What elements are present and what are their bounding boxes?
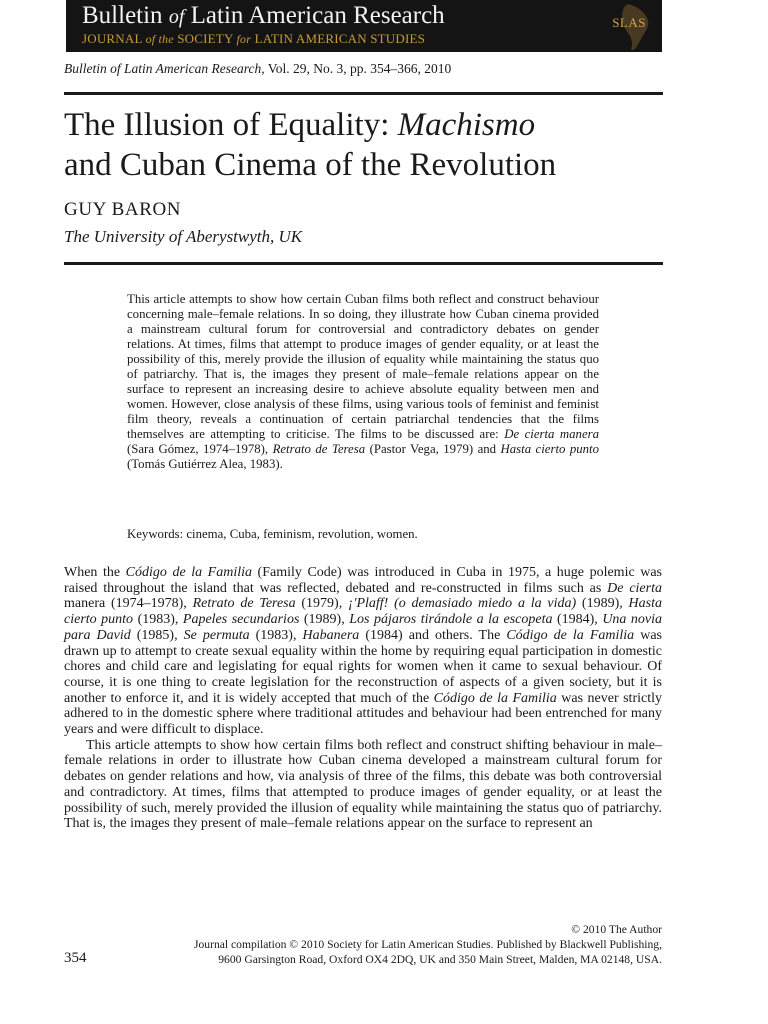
journal-subtitle: JOURNAL of the SOCIETY for LATIN AMERICAN STUDIES bbox=[82, 31, 426, 46]
slas-logo bbox=[598, 0, 662, 52]
paragraph-1: When the Código de la Familia (Family Code) was introduced in Cuba in 1975, a huge polemic was raised throughout the island that was reflected, debated and re-constructed in films such as De cierta manera (1974–1978), Retrato de Teresa (1979), ¡'Plaff! (o demasiado miedo a la vida) (1989), Hasta cierto punto (1983), Papeles secundarios (1989), Los pájaros tirándole a la escopeta (1984), Una novia para David (1985), Se permuta (1983), Habanera (1984) and others. The Código de la Familia was drawn up to attempt to create sexual equality within the home by requiring equal participation in domestic chores and child care and legislating for equal rights for women when it came to sexual behaviour. Of course, it is one thing to create legislation for the reconstruction of aspects of a given society, but it is another to enforce it, and it is widely accepted that much of the Código de la Familia was never strictly adhered to in the domestic sphere where traditional attitudes and behaviour had been entrenched for many years and were difficult to displace. bbox=[64, 565, 663, 738]
footer-author-copyright: © 2010 The Author bbox=[571, 923, 662, 936]
top-rule bbox=[64, 92, 663, 95]
copyright-footer bbox=[194, 922, 662, 967]
journal-banner bbox=[66, 0, 662, 52]
page-number: 354 bbox=[64, 950, 87, 966]
paragraph-2: This article attempts to show how certain films both reflect and construct shifting behaviour in male–female relations in order to illustrate how Cuban cinema developed a mainstream cultural forum for debates on gender relations and how, via analysis of three of the films, this debate was both controversial and contradictory. At times, films that attempted to produce images of gender equality, or at least the possibility of such, merely provided the illusion of equality while maintaining the status quo of patriarchy. That is, the images they present of male–female relations appear on the surface to represent an bbox=[64, 737, 662, 832]
footer-publisher-address: 9600 Garsington Road, Oxford OX4 2DQ, UK and 350 Main Street, Malden, MA 02148, USA. bbox=[218, 953, 662, 966]
body-text bbox=[64, 565, 662, 832]
author-name: GUY BARON bbox=[64, 199, 182, 220]
abstract: This article attempts to show how certain Cuban films both reflect and construct behaviour concerning male–female relations. In so doing, they illustrate how Cuban cinema provided a mainstream cultural forum for controversial and contradictory debates on gender relations. At times, films that attempt to produce images of gender equality, or at least the possibility of this, merely provide the illusion of equality while maintaining the status quo of patriarchy. That is, the images they present of male–female relations appear on the surface to represent an increasing desire to achieve absolute equality between men and women. However, close analysis of these films, using various tools of feminist and feminist film theory, reveals a continuation of certain patriarchal tendencies that the films themselves are attempting to criticise. The films to be discussed are: De cierta manera (Sara Gómez, 1974–1978), Retrato de Teresa (Pastor Vega, 1979) and Hasta cierto punto (Tomás Gutiérrez Alea, 1983). bbox=[127, 292, 600, 471]
article-title: The Illusion of Equality: Machismo and Cuban Cinema of the Revolution bbox=[64, 107, 557, 183]
citation-details: , Vol. 29, No. 3, pp. 354–366, 2010 bbox=[261, 61, 452, 76]
citation-journal: Bulletin of Latin American Research bbox=[64, 61, 262, 76]
header-rule bbox=[64, 262, 663, 265]
logo-text: SLAS bbox=[612, 15, 646, 30]
footer-journal-compilation: Journal compilation © 2010 Society for Latin American Studies. Published by Blackwell Publishing, bbox=[194, 938, 662, 951]
author-affiliation: The University of Aberystwyth, UK bbox=[64, 227, 303, 246]
citation-line bbox=[64, 61, 451, 77]
keywords: Keywords: cinema, Cuba, feminism, revolution, women. bbox=[127, 527, 418, 541]
journal-title: Bulletin of Latin American Research bbox=[82, 2, 445, 29]
